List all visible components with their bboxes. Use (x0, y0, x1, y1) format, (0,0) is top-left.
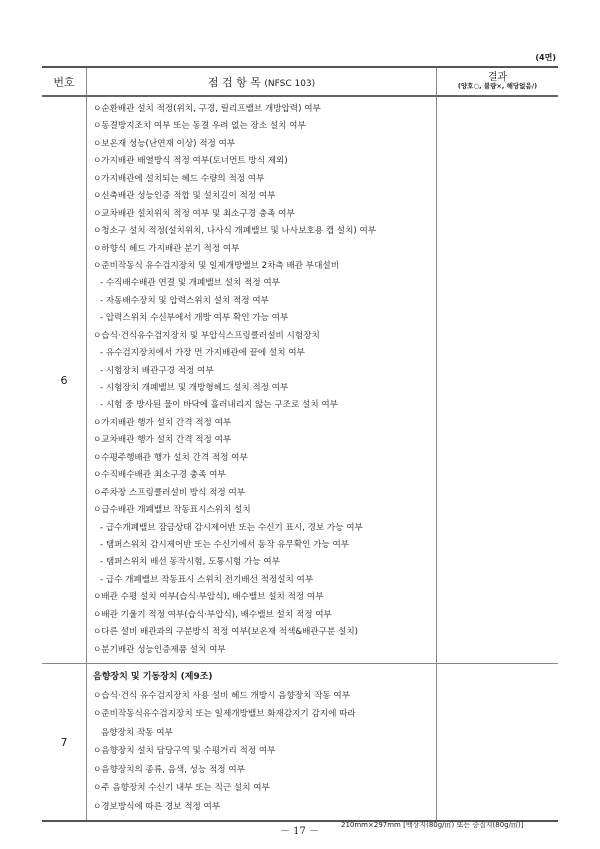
checklist-item: ㅇ습식·건식 유수검지장치 사용 설비 헤드 개방시 음향장치 작동 여부 (93, 690, 351, 701)
checklist-item: ㅇ순환배관 설치 적정(위치, 구경, 릴리프밸브 개방압력) 여부 (93, 104, 321, 114)
checklist-item: ㅇ준비작동식유수검지장치 또는 일제개방밸브 화재감지기 감지에 따라 (93, 709, 356, 719)
checklist-item: ㅇ분기배관 성능인증제품 설치 여부 (93, 644, 226, 655)
checklist-item: ㅇ하향식 헤드 가지배관 분기 적정 여부 (93, 243, 240, 254)
checklist-item: ㅇ준비작동식 유수검지장치 및 일제개방밸브 2차측 배관 부대설비 (93, 260, 340, 271)
row-items (87, 664, 437, 822)
checklist-item: - 수직배수배관 연결 및 개폐밸브 설치 적정 여부 (100, 278, 280, 289)
row-number: 6 (42, 96, 87, 664)
header-result-legend: (양호○, 불량×, 해당없음/) (457, 82, 538, 91)
checklist-item: ㅇ배관 수평 설치 여부(습식·부압식), 배수밸브 설치 적정 여부 (93, 592, 324, 603)
checklist-item: ㅇ가지배관 배열방식 적정 여부(토너먼트 방식 제외) (93, 156, 288, 167)
checklist-item: ㅇ청소구 설치 적정(설치위치, 나사식 개폐밸브 및 나사보호용 캡 설치) 여부 (93, 226, 377, 237)
paper-spec: 210mm×297mm [백상지(80g/㎡) 또는 중질지(80g/㎡)] (341, 821, 524, 829)
checklist-item: - 탬퍼스위치 배선 동작시험, 도통시험 가능 여부 (100, 557, 280, 568)
checklist-item: ㅇ급수배관 개폐밸브 작동표시스위치 설치 (93, 505, 251, 516)
header-result-title: 결과 (487, 72, 508, 84)
checklist-item: - 시험장치 개폐밸브 및 개방형헤드 설치 적정 여부 (100, 383, 289, 393)
checklist-item: - 압력스위치 수신부에서 개방 여부 확인 가능 여부 (100, 313, 289, 324)
checklist-item: - 탬퍼스위치 감시제어반 또는 수신기에서 동작 유무확인 가능 여부 (100, 539, 350, 550)
checklist-item: 음향장치 작동 여부 (101, 727, 173, 738)
checklist-item: ㅇ가지배관 행가 설치 간격 적정 여부 (93, 417, 232, 428)
checklist-item: - 급수개폐밸브 잠금상태 감시제어반 또는 수신기 표시, 경보 가능 여부 (100, 522, 363, 533)
table-row (42, 96, 558, 664)
checklist-item: ㅇ주 음향장치 수신기 내부 또는 직근 설치 여부 (93, 783, 270, 793)
header-result (437, 67, 559, 96)
page-number: － 17 － (280, 826, 320, 837)
checklist-item: - 시험 중 방사된 물이 바닥에 흘러내리지 않는 구조로 설치 여부 (100, 400, 338, 411)
checklist-item: ㅇ가지배관에 설치되는 헤드 수량의 적정 여부 (93, 173, 265, 184)
page-section-label: (4면) (535, 53, 556, 62)
checklist-item: ㅇ수평주행배관 행가 설치 간격 적정 여부 (93, 452, 248, 463)
inspection-table (42, 66, 558, 822)
checklist-item: ㅇ교차배관 설치위치 적정 여부 및 최소구경 충족 여부 (93, 208, 295, 219)
result-cell[interactable] (437, 96, 559, 664)
checklist-item: ㅇ동결방지조치 여부 또는 동결 우려 없는 장소 설치 여부 (93, 121, 306, 132)
checklist-item: ㅇ보온재 성능(난연재 이상) 적정 여부 (93, 138, 236, 149)
checklist-item: ㅇ음향장치의 종류, 음색, 성능 적정 여부 (93, 764, 245, 775)
checklist-item: - 급수 개폐밸브 작동표시 스위치 전기배선 적정설치 여부 (100, 574, 314, 585)
checklist-item: ㅇ신축배관 성능인증 적합 및 설치길이 적정 여부 (93, 191, 276, 202)
checklist-item: ㅇ경보방식에 따른 경보 적정 여부 (93, 801, 221, 812)
checklist-item: ㅇ주차장 스프링클러설비 방식 적정 여부 (93, 487, 246, 498)
row-items (87, 96, 437, 664)
checklist-item: ㅇ배관 기울기 적정 여부(습식·부압식), 배수밸브 설치 적정 여부 (93, 609, 332, 620)
checklist-item: ㅇ수직배수배관 최소구경 충족 여부 (93, 470, 226, 481)
table-header-row (42, 67, 558, 96)
checklist-item: - 시험장치 배관구경 적정 여부 (100, 365, 214, 376)
table-row (42, 664, 558, 822)
checklist-item: - 유수검지장치에서 가장 먼 가지배관에 끝에 설치 여부 (100, 348, 305, 359)
checklist-item: - 자동배수장치 및 압력스위치 설치 적정 여부 (100, 295, 269, 306)
section-heading: 음향장치 및 기동장치 (제9조) (93, 672, 213, 682)
result-cell[interactable] (437, 664, 559, 822)
checklist-item: ㅇ습식·건식유수검지장치 및 부압식스프링클러설비 시험장치 (93, 330, 320, 341)
checklist-item: ㅇ음향장치 설치 담당구역 및 수평거리 적정 여부 (93, 746, 276, 756)
row-number: 7 (42, 664, 87, 822)
checklist-item: ㅇ다른 설비 배관과의 구분방식 적정 여부(보온재 적색&배관구분 설치) (93, 627, 358, 638)
header-number: 번호 (42, 67, 87, 96)
checklist-item: ㅇ교차배관 행가 설치 간격 적정 여부 (93, 435, 232, 446)
header-items-title: 점 검 항 목 (207, 75, 261, 89)
header-items-code: (NFSC 103) (264, 78, 316, 89)
header-inspection-items (87, 67, 437, 96)
